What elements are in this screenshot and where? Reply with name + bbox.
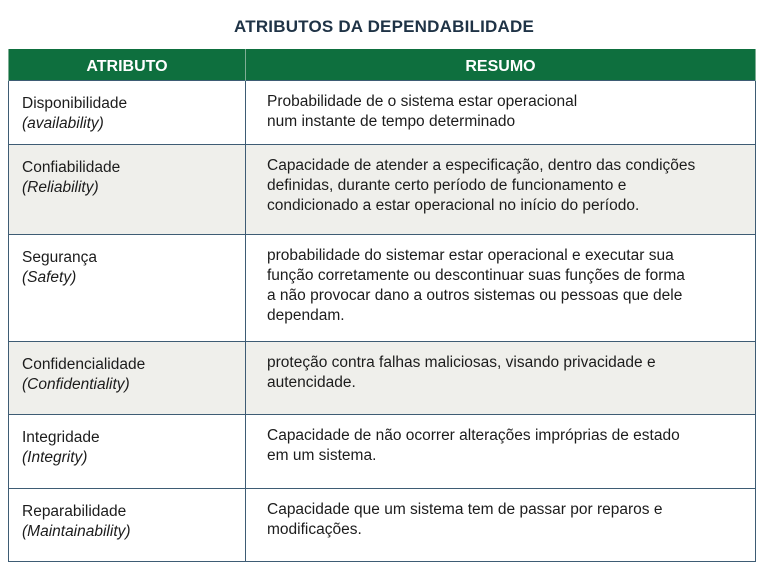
attribute-name: Reparabilidade bbox=[22, 503, 127, 520]
attribute-english: (Reliability) bbox=[22, 179, 99, 196]
attribute-name: Disponibilidade bbox=[22, 95, 128, 112]
summary-line: modificações. bbox=[267, 521, 362, 538]
attribute-cell bbox=[9, 145, 246, 235]
column-header-attribute: ATRIBUTO bbox=[9, 49, 246, 81]
table-title: ATRIBUTOS DA DEPENDABILIDADE bbox=[234, 17, 534, 36]
table-row bbox=[9, 235, 756, 342]
summary-line: a não provocar dano a outros sistemas ou pessoas que dele bbox=[267, 287, 683, 304]
summary-cell bbox=[246, 81, 756, 145]
summary-line: proteção contra falhas maliciosas, visando privacidade e bbox=[267, 354, 656, 371]
attribute-english: (availability) bbox=[22, 115, 104, 132]
attribute-cell bbox=[9, 415, 246, 489]
table-row bbox=[9, 342, 756, 415]
attribute-cell bbox=[9, 235, 246, 342]
attribute-name: Segurança bbox=[22, 249, 97, 266]
attribute-cell bbox=[9, 489, 246, 562]
column-header-summary: RESUMO bbox=[246, 49, 756, 81]
summary-cell bbox=[246, 415, 756, 489]
summary-line: Capacidade de atender a especificação, dentro das condições bbox=[267, 157, 696, 174]
table-row bbox=[9, 145, 756, 235]
summary-line: em um sistema. bbox=[267, 447, 377, 464]
summary-line: Capacidade de não ocorrer alterações impróprias de estado bbox=[267, 427, 680, 444]
attribute-english: (Confidentiality) bbox=[22, 376, 130, 393]
table-row bbox=[9, 415, 756, 489]
table-row bbox=[9, 489, 756, 562]
summary-line: probabilidade do sistemar estar operacional e executar sua bbox=[267, 247, 674, 264]
summary-cell bbox=[246, 235, 756, 342]
attribute-english: (Integrity) bbox=[22, 449, 88, 466]
table-header-row bbox=[9, 49, 756, 81]
attribute-english: (Maintainability) bbox=[22, 523, 131, 540]
summary-line: definidas, durante certo período de funcionamento e bbox=[267, 177, 627, 194]
summary-line: num instante de tempo determinado bbox=[267, 113, 516, 130]
summary-line: função corretamente ou descontinuar suas funções de forma bbox=[267, 267, 685, 284]
attribute-name: Confiabilidade bbox=[22, 159, 121, 176]
summary-cell bbox=[246, 145, 756, 235]
attribute-cell bbox=[9, 81, 246, 145]
attribute-name: Integridade bbox=[22, 429, 100, 446]
summary-cell bbox=[246, 342, 756, 415]
summary-line: condicionado a estar operacional no início do período. bbox=[267, 197, 640, 214]
summary-line: Capacidade que um sistema tem de passar por reparos e bbox=[267, 501, 663, 518]
table-row bbox=[9, 81, 756, 145]
summary-line: Probabilidade de o sistema estar operacional bbox=[267, 93, 578, 110]
dependability-attributes-table bbox=[8, 49, 756, 562]
attribute-name: Confidencialidade bbox=[22, 356, 146, 373]
summary-cell bbox=[246, 489, 756, 562]
summary-line: dependam. bbox=[267, 307, 345, 324]
attribute-cell bbox=[9, 342, 246, 415]
summary-line: autencidade. bbox=[267, 374, 356, 391]
attribute-english: (Safety) bbox=[22, 269, 77, 286]
